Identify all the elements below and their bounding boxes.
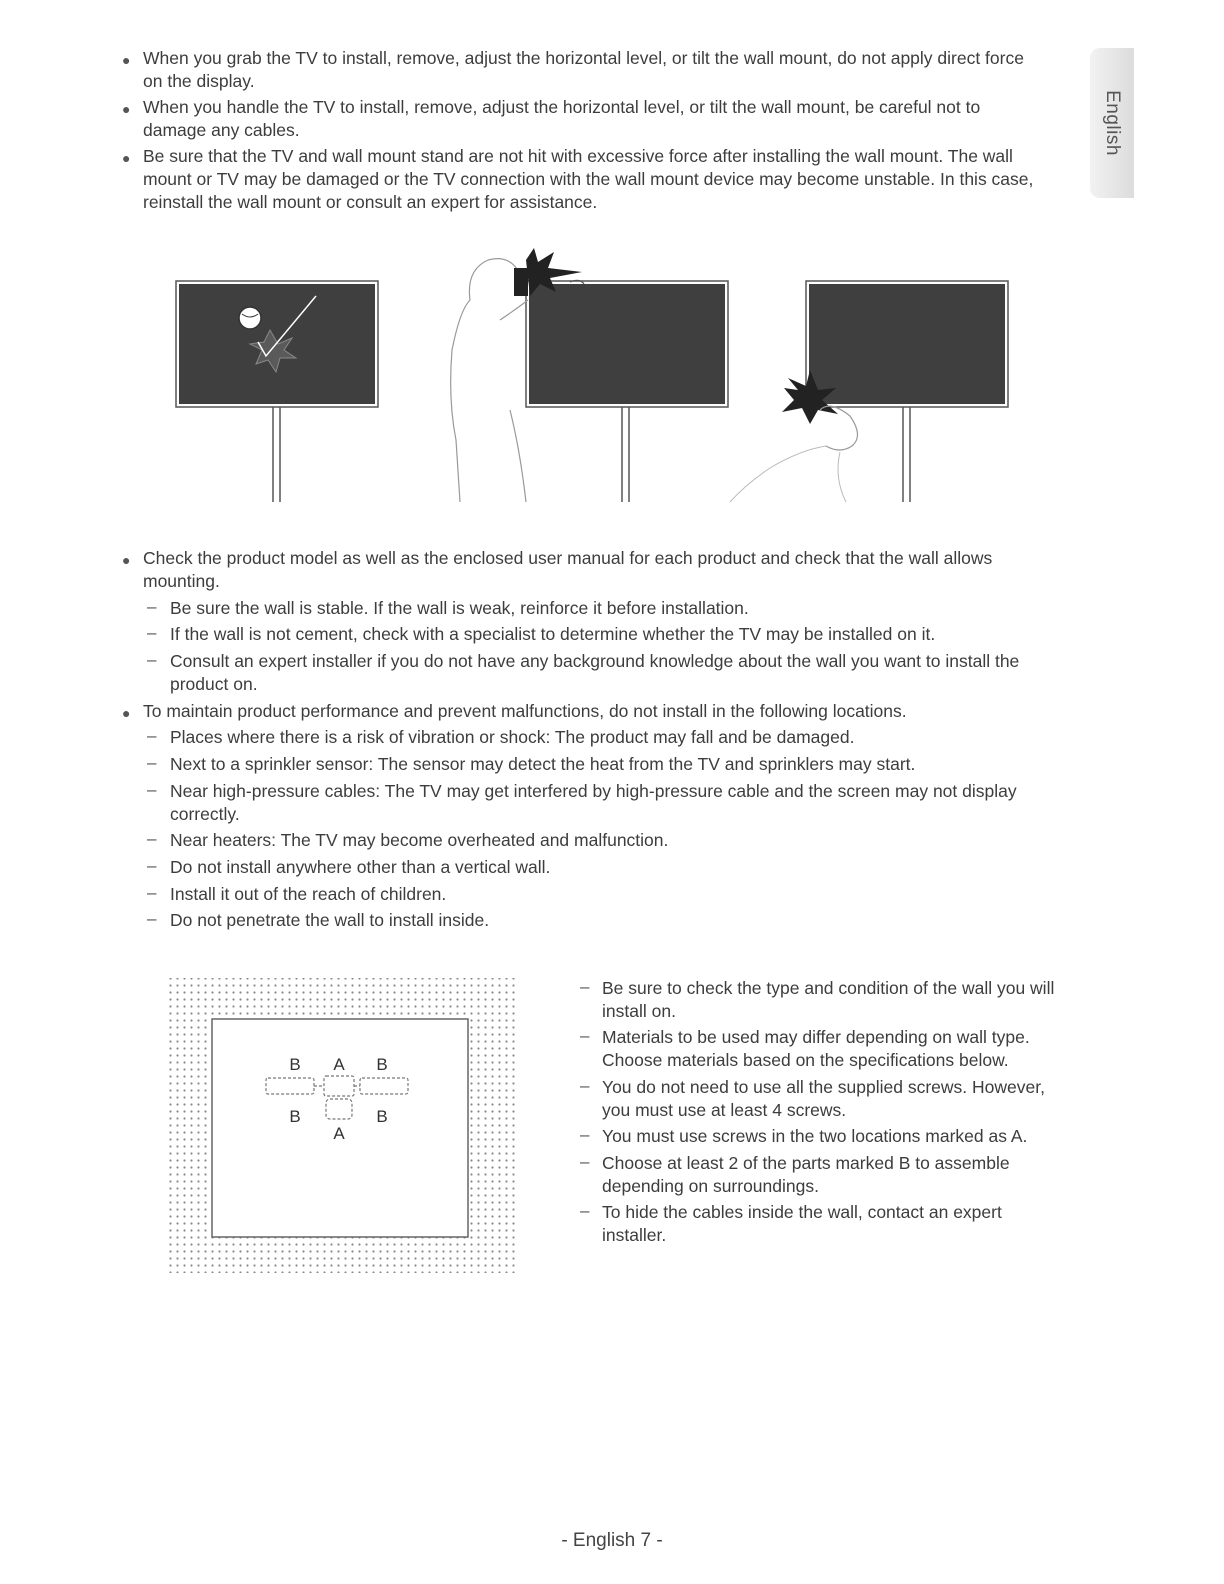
dash-mark: – (147, 597, 157, 616)
dash-mark: – (147, 829, 157, 848)
label-a-top: A (333, 1055, 345, 1074)
sub-high-pressure-cables: Near high-pressure cables: The TV may get interfered by high-pressure cable and the screen may not display correctly. (170, 781, 1017, 824)
dash-mark: – (147, 780, 157, 799)
bullet-dot: ● (122, 705, 131, 721)
dash-mark: – (580, 977, 590, 996)
dash-mark: – (147, 856, 157, 875)
note-parts-b: Choose at least 2 of the parts marked B to assemble depending on surroundings. (602, 1153, 1010, 1196)
sub-sprinkler: Next to a sprinkler sensor: The sensor may detect the heat from the TV and sprinklers may start. (170, 754, 916, 774)
sub-consult-expert: Consult an expert installer if you do not have any background knowledge about the wall you want to install the product on. (170, 651, 1020, 694)
bullet-handle-tv: When you handle the TV to install, remove, adjust the horizontal level, or tilt the wall mount, be careful not to damage any cables. (143, 97, 981, 140)
sub-heaters: Near heaters: The TV may become overheated and malfunction. (170, 830, 669, 850)
bullet-grab-tv: When you grab the TV to install, remove, adjust the horizontal level, or tilt the wall mount, do not apply direct force on the display. (143, 48, 1024, 91)
tv-corner-impact-illustration (730, 281, 1008, 502)
language-tab-label: English (1102, 90, 1123, 156)
note-hide-cables: To hide the cables inside the wall, contact an expert installer. (602, 1202, 1002, 1245)
dash-mark: – (147, 726, 157, 745)
sub-penetrate-wall: Do not penetrate the wall to install inside. (170, 910, 490, 930)
label-b-bottom-right: B (376, 1107, 388, 1126)
sub-wall-stable: Be sure the wall is stable. If the wall is weak, reinforce it before installation. (170, 598, 749, 618)
dash-mark: – (147, 883, 157, 902)
dash-mark: – (580, 1152, 590, 1171)
bullet-check-model: Check the product model as well as the enclosed user manual for each product and check that the wall allows mounting. (143, 548, 993, 591)
dash-mark: – (147, 650, 157, 669)
bullet-dot: ● (122, 150, 131, 166)
bullet-dot: ● (122, 552, 131, 568)
tv-head-impact-illustration (451, 248, 728, 502)
dash-mark: – (580, 1125, 590, 1144)
bullet-locations: To maintain product performance and prevent malfunctions, do not install in the following locations. (143, 701, 907, 721)
dash-mark: – (147, 753, 157, 772)
dash-mark: – (580, 1201, 590, 1220)
sub-wall-not-cement: If the wall is not cement, check with a specialist to determine whether the TV may be installed on it. (170, 624, 936, 644)
dash-mark: – (147, 623, 157, 642)
note-locations-a: You must use screws in the two locations marked as A. (602, 1126, 1028, 1146)
note-check-wall: Be sure to check the type and condition of the wall you will install on. (602, 978, 1055, 1021)
sub-vertical-wall: Do not install anywhere other than a vertical wall. (170, 857, 551, 877)
bullet-dot: ● (122, 52, 131, 68)
page-number: - English 7 - (561, 1530, 663, 1551)
bullet-dot: ● (122, 101, 131, 117)
tv-ball-impact-illustration (176, 281, 378, 502)
dash-mark: – (580, 1076, 590, 1095)
bullet-excessive-force: Be sure that the TV and wall mount stand are not hit with excessive force after installing the wall mount. The wall mount or TV may be damaged or the TV connection with the wall mount device may become unstable. In this case, reinstall the wall mount or consult an expert for assistance. (143, 146, 1034, 212)
dash-mark: – (147, 909, 157, 928)
sub-vibration: Places where there is a risk of vibration or shock: The product may fall and be damaged. (170, 727, 855, 747)
note-materials: Materials to be used may differ depending on wall type. Choose materials based on the specifications below. (602, 1027, 1030, 1070)
label-b-top-right: B (376, 1055, 388, 1074)
dash-mark: – (580, 1026, 590, 1045)
label-a-bottom: A (333, 1124, 345, 1143)
note-screws: You do not need to use all the supplied screws. However, you must use at least 4 screws. (602, 1077, 1045, 1120)
label-b-top-left: B (289, 1055, 301, 1074)
wall-mount-diagram (160, 975, 525, 1275)
language-tab (1090, 48, 1134, 198)
sub-children: Install it out of the reach of children. (170, 884, 447, 904)
impact-illustrations (170, 240, 1020, 510)
label-b-bottom-left: B (289, 1107, 301, 1126)
